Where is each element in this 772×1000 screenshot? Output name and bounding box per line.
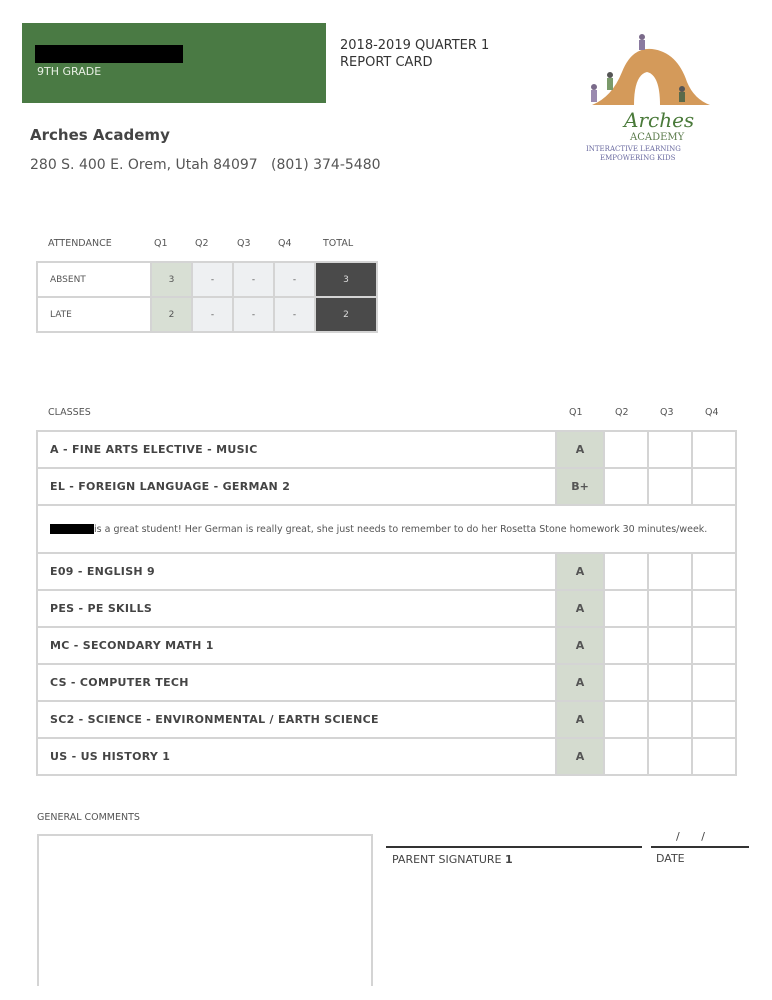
q3-grade xyxy=(648,627,692,664)
row-label: LATE xyxy=(37,297,151,332)
q1-grade: A xyxy=(556,590,604,627)
q1-grade: A xyxy=(556,664,604,701)
row-label: ABSENT xyxy=(37,262,151,297)
class-row xyxy=(37,431,736,468)
q3-grade xyxy=(648,664,692,701)
classes-header-q3: Q3 xyxy=(660,407,674,418)
logo-text-tagline1: INTERACTIVE LEARNING xyxy=(586,145,681,153)
classes-header: CLASSES xyxy=(48,407,91,418)
q1-grade: A xyxy=(556,431,604,468)
signature-label-text: PARENT SIGNATURE xyxy=(392,853,502,866)
signature-number: 1 xyxy=(505,853,513,866)
redacted-student-name xyxy=(50,524,94,534)
q2-grade xyxy=(604,664,648,701)
q1-grade: A xyxy=(556,738,604,775)
parent-signature-line xyxy=(386,846,642,848)
classes-header-q1: Q1 xyxy=(569,407,583,418)
report-term: 2018-2019 QUARTER 1 xyxy=(340,38,490,53)
attendance-header-q3: Q3 xyxy=(237,238,251,249)
logo-text-tagline2: EMPOWERING KIDS xyxy=(600,154,676,162)
class-name: CS - COMPUTER TECH xyxy=(37,664,556,701)
classes-header-q2: Q2 xyxy=(615,407,629,418)
attendance-header-q2: Q2 xyxy=(195,238,209,249)
report-title xyxy=(340,37,489,71)
school-name: Arches Academy xyxy=(30,126,170,144)
school-address: 280 S. 400 E. Orem, Utah 84097 (801) 374-5480 xyxy=(30,157,381,173)
class-name: A - FINE ARTS ELECTIVE - MUSIC xyxy=(37,431,556,468)
total-value: 3 xyxy=(315,262,377,297)
q3-value: - xyxy=(233,262,274,297)
attendance-header: ATTENDANCE xyxy=(48,238,112,249)
classes-table xyxy=(36,430,737,776)
class-row xyxy=(37,738,736,775)
q3-grade xyxy=(648,431,692,468)
q2-grade xyxy=(604,627,648,664)
date-line xyxy=(651,846,749,848)
q1-value: 2 xyxy=(151,297,192,332)
class-name: E09 - ENGLISH 9 xyxy=(37,553,556,590)
class-row xyxy=(37,553,736,590)
class-row xyxy=(37,468,736,505)
class-comment xyxy=(37,505,736,553)
q4-grade xyxy=(692,701,736,738)
attendance-table xyxy=(36,261,378,333)
q1-grade: A xyxy=(556,553,604,590)
q4-grade xyxy=(692,553,736,590)
class-name: EL - FOREIGN LANGUAGE - GERMAN 2 xyxy=(37,468,556,505)
class-name: US - US HISTORY 1 xyxy=(37,738,556,775)
class-row xyxy=(37,627,736,664)
attendance-header-q4: Q4 xyxy=(278,238,292,249)
q1-grade: A xyxy=(556,701,604,738)
q2-grade xyxy=(604,738,648,775)
q3-grade xyxy=(648,468,692,505)
q1-grade: A xyxy=(556,627,604,664)
q2-value: - xyxy=(192,262,233,297)
attendance-header-total: TOTAL xyxy=(323,238,354,249)
q2-grade xyxy=(604,468,648,505)
attendance-row-late xyxy=(37,297,377,332)
class-name: PES - PE SKILLS xyxy=(37,590,556,627)
q4-grade xyxy=(692,664,736,701)
q4-grade xyxy=(692,431,736,468)
student-banner xyxy=(22,23,326,103)
class-row xyxy=(37,701,736,738)
q4-value: - xyxy=(274,297,315,332)
redacted-student-name xyxy=(35,45,183,63)
q2-grade xyxy=(604,553,648,590)
date-slashes: / / xyxy=(676,830,705,843)
q4-grade xyxy=(692,627,736,664)
report-type: REPORT CARD xyxy=(340,55,433,70)
q1-value: 3 xyxy=(151,262,192,297)
q3-value: - xyxy=(233,297,274,332)
school-logo xyxy=(582,27,712,167)
classes-header-q4: Q4 xyxy=(705,407,719,418)
class-name: MC - SECONDARY MATH 1 xyxy=(37,627,556,664)
q3-grade xyxy=(648,738,692,775)
class-name: SC2 - SCIENCE - ENVIRONMENTAL / EARTH SCIENCE xyxy=(37,701,556,738)
q4-grade xyxy=(692,468,736,505)
parent-signature-label xyxy=(392,853,513,866)
class-row xyxy=(37,590,736,627)
q2-grade xyxy=(604,590,648,627)
date-label: DATE xyxy=(656,852,685,865)
class-row xyxy=(37,664,736,701)
attendance-header-q1: Q1 xyxy=(154,238,168,249)
q3-grade xyxy=(648,701,692,738)
q3-grade xyxy=(648,590,692,627)
logo-text-arches: Arches xyxy=(624,108,695,132)
q4-grade xyxy=(692,738,736,775)
grade-level: 9TH GRADE xyxy=(37,65,102,78)
q2-grade xyxy=(604,431,648,468)
general-comments-box xyxy=(37,834,373,986)
q1-grade: B+ xyxy=(556,468,604,505)
q4-grade xyxy=(692,590,736,627)
total-value: 2 xyxy=(315,297,377,332)
class-comment-row xyxy=(37,505,736,553)
q4-value: - xyxy=(274,262,315,297)
logo-text-academy: ACADEMY xyxy=(630,132,685,143)
general-comments-label: GENERAL COMMENTS xyxy=(37,812,140,823)
q2-value: - xyxy=(192,297,233,332)
q3-grade xyxy=(648,553,692,590)
attendance-row-absent xyxy=(37,262,377,297)
q2-grade xyxy=(604,701,648,738)
class-comment-text: is a great student! Her German is really great, she just needs to remember to do her Rosetta Stone homework 30 minutes/week. xyxy=(94,523,708,535)
